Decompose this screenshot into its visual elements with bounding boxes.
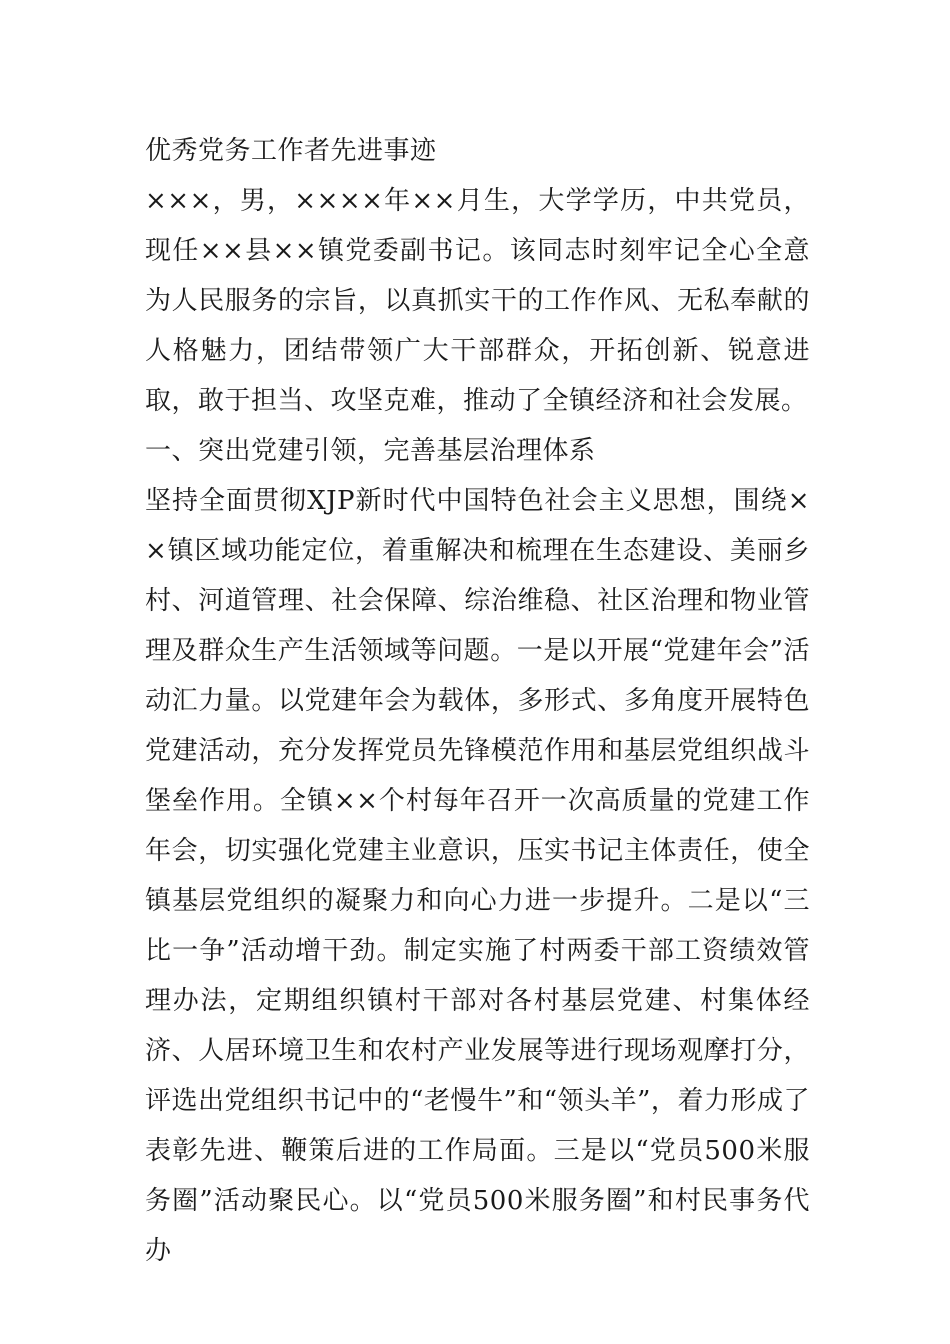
document-body [145, 126, 810, 1276]
section-heading: 一、突出党建引领，完善基层治理体系 [145, 436, 596, 466]
intro-paragraph: ×××，男，××××年××月生，大学学历，中共党员，现任××县××镇党委副书记。该同志时刻牢记全心全意为人民服务的宗旨，以真抓实干的工作作风、无私奉献的人格魅力，团结带领广大干部群众，开拓创新、锐意进取，敢于担当、攻坚克难，推动了全镇经济和社会发展。 [145, 186, 810, 416]
section-paragraph: 坚持全面贯彻XJP新时代中国特色社会主义思想，围绕××镇区域功能定位，着重解决和梳理在生态建设、美丽乡村、河道管理、社会保障、综治维稳、社区治理和物业管理及群众生产生活领域等问题。一是以开展“党建年会”活动汇力量。以党建年会为载体，多形式、多角度开展特色党建活动，充分发挥党员先锋模范作用和基层党组织战斗堡垒作用。全镇××个村每年召开一次高质量的党建工作年会，切实强化党建主业意识，压实书记主体责任，使全镇基层党组织的凝聚力和向心力进一步提升。二是以“三比一争”活动增干劲。制定实施了村两委干部工资绩效管理办法，定期组织镇村干部对各村基层党建、村集体经济、人居环境卫生和农村产业发展等进行现场观摩打分，评选出党组织书记中的“老慢牛”和“领头羊”，着力形成了表彰先进、鞭策后进的工作局面。三是以“党员500米服务圈”活动聚民心。以“党员500米服务圈”和村民事务代办 [145, 486, 810, 1266]
document-title: 优秀党务工作者先进事迹 [145, 136, 437, 166]
